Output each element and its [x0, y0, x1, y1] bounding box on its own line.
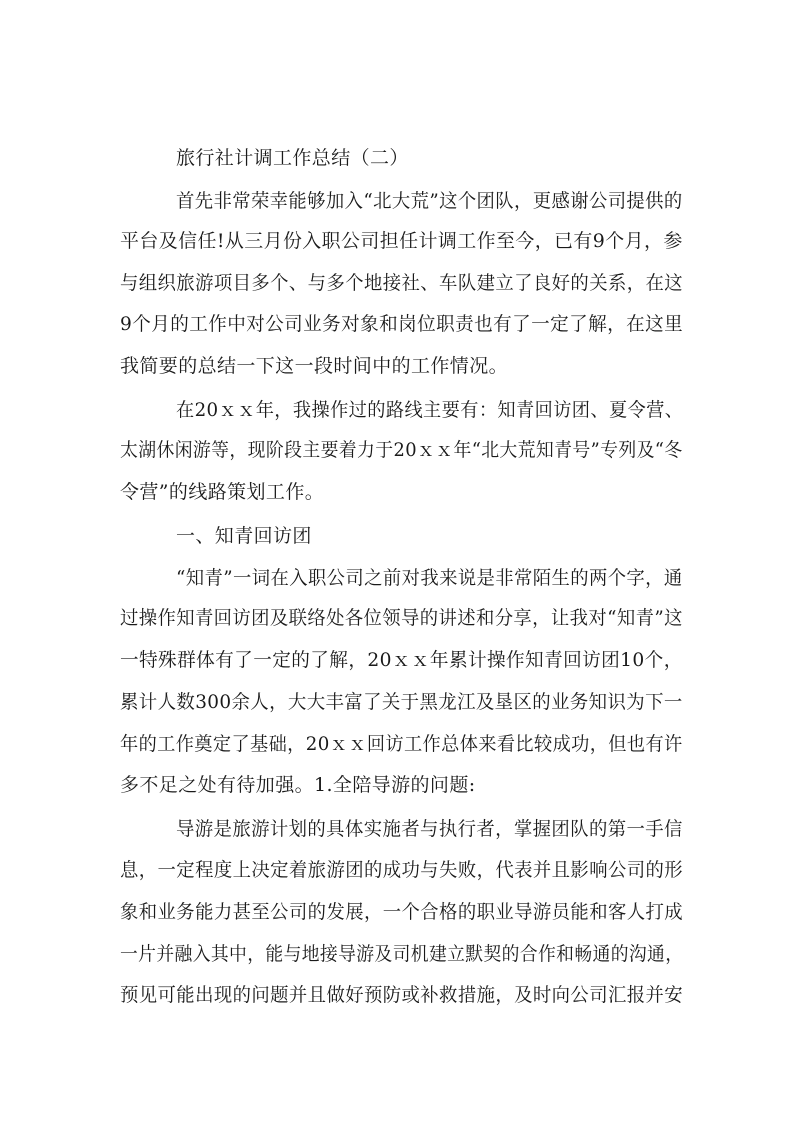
- paragraph-line: 与组织旅游项目多个、与多个地接社、车队建立了良好的关系，在这: [120, 272, 684, 294]
- paragraph-line: 太湖休闲游等，现阶段主要着力于20ｘｘ年“北大荒知青号”专列及“冬: [120, 439, 683, 461]
- paragraph-line: 年的工作奠定了基础，20ｘｘ回访工作总体来看比较成功，但也有许: [120, 733, 683, 755]
- paragraph-line: 多不足之处有待加强。1.全陪导游的问题:: [120, 774, 476, 796]
- paragraph-line: 在20ｘｘ年，我操作过的路线主要有：知青回访团、夏令营、: [176, 399, 684, 421]
- paragraph-line: 9个月的工作中对公司业务对象和岗位职责也有了一定了解，在这里: [120, 313, 684, 335]
- paragraph-line: 预见可能出现的问题并且做好预防或补救措施，及时向公司汇报并安: [120, 984, 684, 1006]
- paragraph-line: “知青”一词在入职公司之前对我来说是非常陌生的两个字，通: [176, 567, 683, 589]
- document-title: 旅行社计调工作总结（二）: [176, 147, 409, 169]
- paragraph-line: 息，一定程度上决定着旅游团的成功与失败，代表并且影响公司的形: [120, 859, 684, 881]
- paragraph-line: 象和业务能力甚至公司的发展，一个合格的职业导游员能和客人打成: [120, 901, 684, 923]
- paragraph-line: 累计人数300余人，大大丰富了关于黑龙江及垦区的业务知识为下一: [120, 691, 683, 713]
- section-heading-text: 一、知青回访团: [176, 525, 312, 547]
- paragraph-line: 过操作知青回访团及联络处各位领导的讲述和分享，让我对“知青”这: [120, 607, 683, 629]
- paragraph-line: 一片并融入其中，能与地接导游及司机建立默契的合作和畅通的沟通，: [120, 943, 684, 965]
- paragraph-line: 一特殊群体有了一定的了解，20ｘｘ年累计操作知青回访团10个，: [120, 649, 683, 671]
- paragraph-line: 平台及信任!从三月份入职公司担任计调工作至今，已有9个月，参: [120, 230, 683, 252]
- paragraph-line: 首先非常荣幸能够加入“北大荒”这个团队，更感谢公司提供的: [176, 190, 683, 212]
- paragraph-line: 我简要的总结一下这一段时间中的工作情况。: [120, 355, 509, 377]
- paragraph-line: 导游是旅游计划的具体实施者与执行者，掌握团队的第一手信: [176, 818, 683, 840]
- paragraph-line: 令营”的线路策划工作。: [120, 481, 325, 503]
